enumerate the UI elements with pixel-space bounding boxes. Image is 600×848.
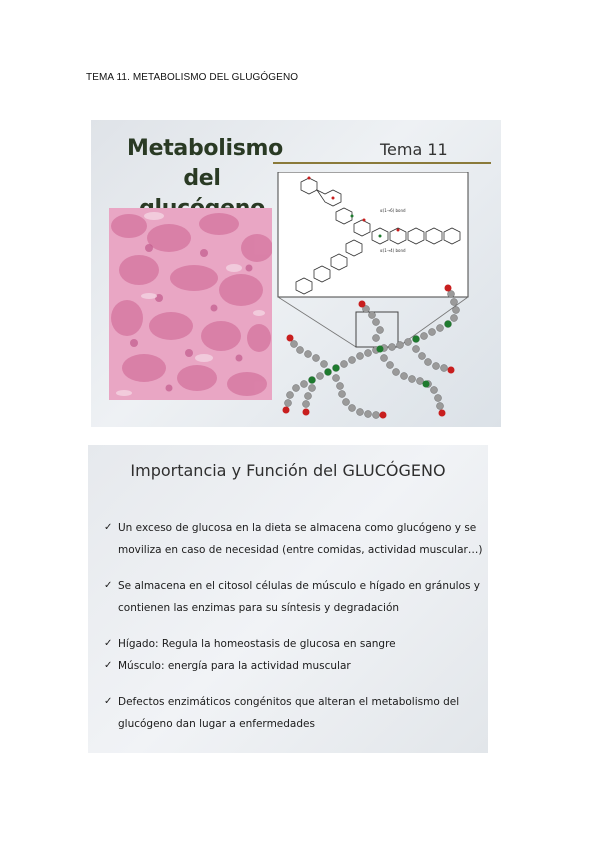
bullet-item [104,633,484,655]
bullet-text: Hígado: Regula la homeostasis de glucosa en sangre [118,638,396,650]
diagram-label-a: α(1→6) bond [380,208,406,213]
bullet-item [104,655,484,677]
slide1-title-line1: Metabolismo [127,136,283,161]
bullet-text: Un exceso de glucosa en la dieta se almacena como glucógeno y se moviliza en caso de necesidad (entre comidas, actividad muscular…) [118,522,483,556]
document-heading: TEMA 11. METABOLISMO DEL GLUGÓGENO [86,72,299,83]
slide2-title [88,461,488,480]
bullet-text: Músculo: energía para la actividad muscular [118,660,351,672]
bullet-item [104,517,484,561]
liver-tissue-image [109,208,272,400]
slide-importancia [88,445,488,753]
glycogen-structure-diagram [276,172,496,422]
check-icon: ✓ [104,522,113,533]
check-icon: ✓ [104,696,113,707]
slide2-title-prefix: Importancia y Función del [130,461,343,480]
check-icon: ✓ [104,580,113,591]
slide2-title-emph: GLUCÓGENO [342,461,446,480]
bullet-text: Defectos enzimáticos congénitos que alteran el metabolismo del glucógeno dan lugar a enfermedades [118,696,460,730]
check-icon: ✓ [104,638,113,649]
bullet-list [104,517,484,735]
slide1-divider [273,162,491,164]
bullet-item [104,691,484,735]
bullet-text: Se almacena en el citosol células de músculo e hígado en gránulos y contienen las enzimas para su síntesis y degradación [118,580,481,614]
diagram-label-b: α(1→4) bond [380,248,406,253]
slide1-tema-label: Tema 11 [380,140,448,159]
check-icon: ✓ [104,660,113,671]
bullet-item [104,575,484,619]
slide1-title-line2: del [183,166,221,191]
slide-metabolismo [91,120,501,427]
